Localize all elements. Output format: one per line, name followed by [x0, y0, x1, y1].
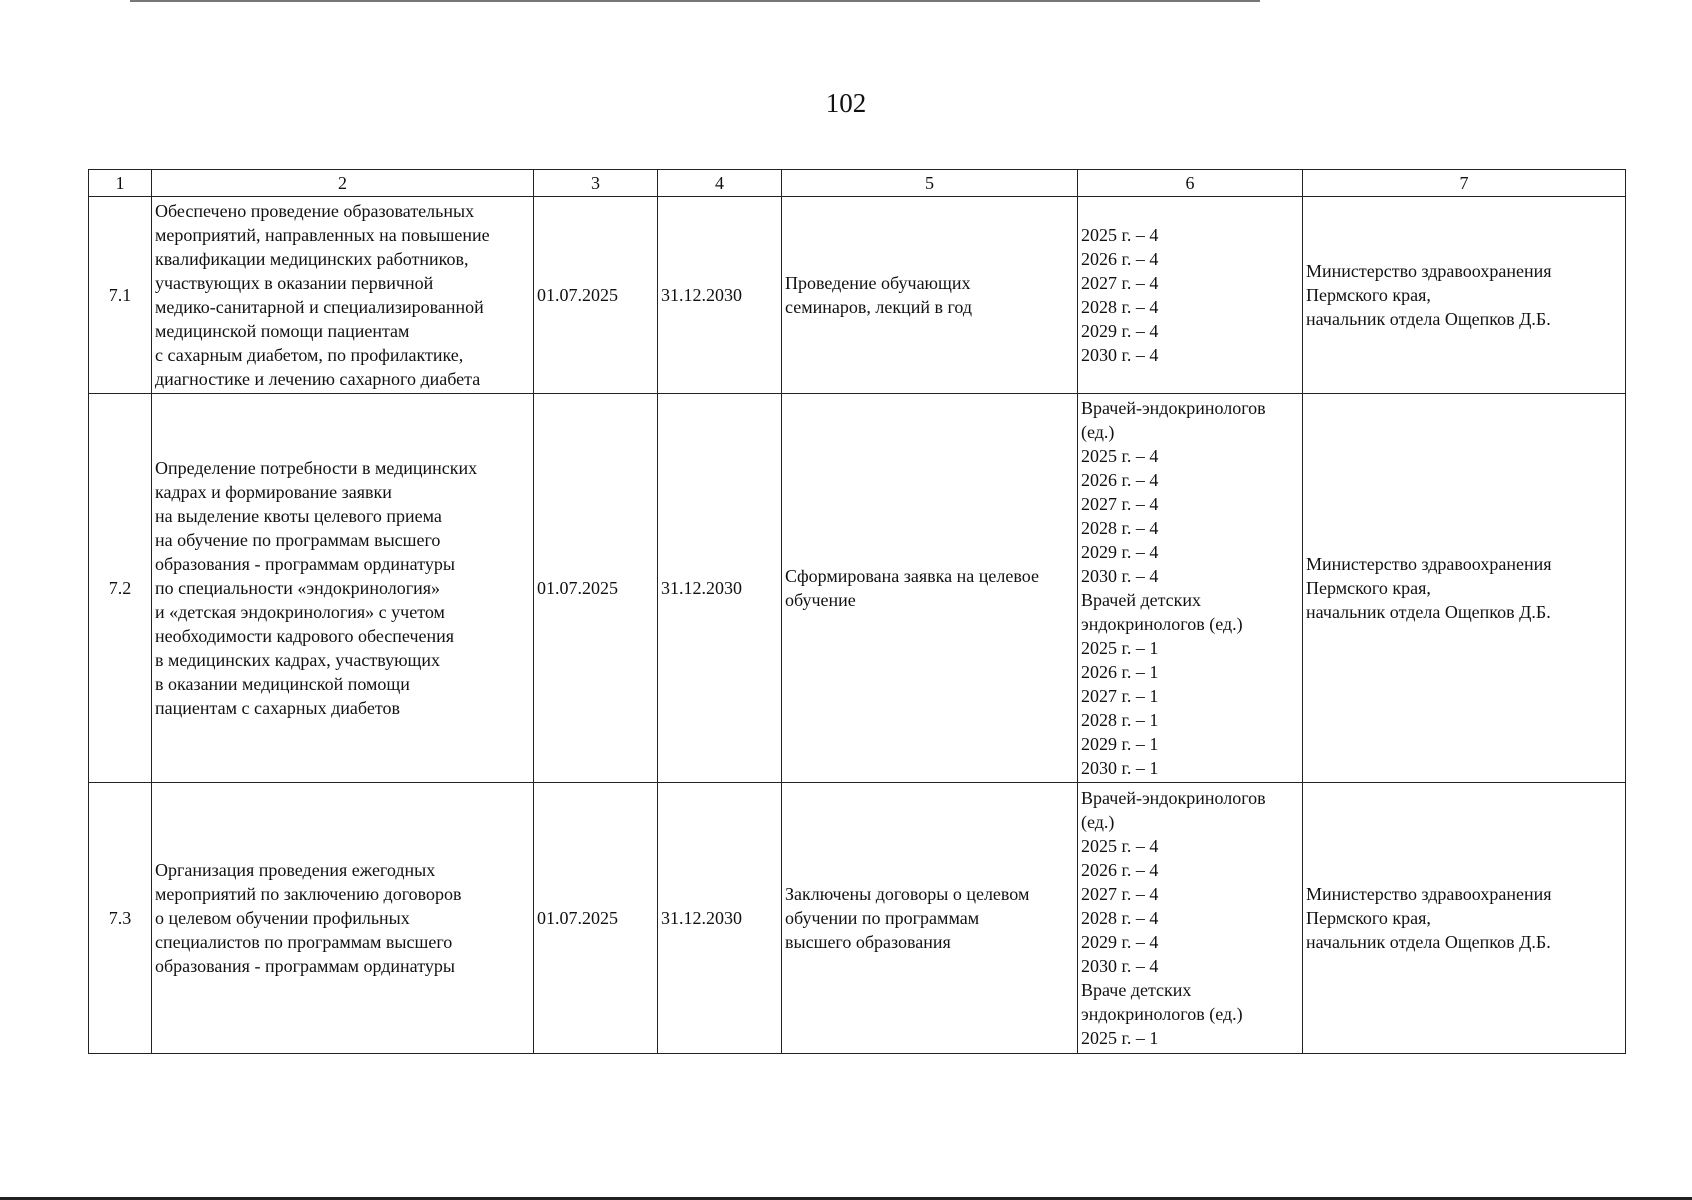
table-row — [89, 197, 1626, 394]
indicator-cell — [1078, 394, 1303, 783]
page-number: 102 — [825, 88, 867, 118]
table-row — [89, 783, 1626, 1054]
end-date-cell: 31.12.2030 — [658, 783, 782, 1054]
activity-text: Обеспечено проведение образовательных мероприятий, направленных на повышение квалификации медицинских работников, участвующих в оказании первичной медико-санитарной и специализированной медицинской помощи пациентам с сахарным диабетом, по профилактике, диагностике и лечению сахарного диабета — [155, 201, 490, 389]
result-cell — [782, 783, 1078, 1054]
responsible-text: Министерство здравоохранения Пермского края, начальник отдела Ощепков Д.Б. — [1306, 884, 1552, 952]
row-number: 7.2 — [89, 394, 152, 783]
indicator-text: 2025 г. – 4 2026 г. – 4 2027 г. – 4 2028 г. – 4 2029 г. – 4 2030 г. – 4 — [1081, 225, 1159, 365]
row-number: 7.3 — [89, 783, 152, 1054]
result-text: Сформирована заявка на целевое обучение — [785, 566, 1039, 610]
activity-cell — [152, 783, 534, 1054]
responsible-text: Министерство здравоохранения Пермского края, начальник отдела Ощепков Д.Б. — [1306, 261, 1552, 329]
activity-text: Определение потребности в медицинских кадрах и формирование заявки на выделение квоты целевого приема на обучение по программам высшего образования - программам ординатуры по специальности «эндокринология» и «детская эндокринология» с учетом необходимости кадрового обеспечения в медицинских кадрах, участвующих в оказании медицинской помощи пациентам с сахарных диабетов — [155, 458, 478, 718]
indicator-text: Врачей-эндокринологов (ед.) 2025 г. – 4 2026 г. – 4 2027 г. – 4 2028 г. – 4 2029 г. – 4 2030 г. – 4 Враче детских эндокринологов (ед.) 2025 г. – 1 — [1081, 788, 1266, 1048]
table-row — [89, 394, 1626, 783]
responsible-cell — [1303, 394, 1626, 783]
activity-cell — [152, 197, 534, 394]
start-date-cell: 01.07.2025 — [534, 783, 658, 1054]
responsible-text: Министерство здравоохранения Пермского края, начальник отдела Ощепков Д.Б. — [1306, 554, 1552, 622]
start-date-cell: 01.07.2025 — [534, 394, 658, 783]
column-header: 3 — [534, 170, 658, 197]
activity-cell — [152, 394, 534, 783]
end-date-cell: 31.12.2030 — [658, 394, 782, 783]
result-cell — [782, 197, 1078, 394]
indicator-cell — [1078, 783, 1303, 1054]
responsible-cell — [1303, 783, 1626, 1054]
start-date-cell: 01.07.2025 — [534, 197, 658, 394]
end-date-cell: 31.12.2030 — [658, 197, 782, 394]
activity-text: Организация проведения ежегодных мероприятий по заключению договоров о целевом обучении профильных специалистов по программам высшего образования - программам ординатуры — [155, 860, 462, 976]
activity-plan-table — [88, 169, 1626, 1054]
indicator-text: Врачей-эндокринологов (ед.) 2025 г. – 4 2026 г. – 4 2027 г. – 4 2028 г. – 4 2029 г. – 4 2030 г. – 4 Врачей детских эндокринологов (ед.) 2025 г. – 1 2026 г. – 1 2027 г. – 1 2028 г. – 1 2029 г. – 1 2030 г. – 1 — [1081, 398, 1266, 778]
column-header: 2 — [152, 170, 534, 197]
column-header: 6 — [1078, 170, 1303, 197]
header-row — [89, 170, 1626, 197]
scan-edge-line — [130, 0, 1260, 2]
row-number: 7.1 — [89, 197, 152, 394]
column-header: 4 — [658, 170, 782, 197]
result-text: Заключены договоры о целевом обучении по программам высшего образования — [785, 884, 1030, 952]
indicator-cell — [1078, 197, 1303, 394]
result-cell — [782, 394, 1078, 783]
column-header: 5 — [782, 170, 1078, 197]
column-header: 1 — [89, 170, 152, 197]
column-header: 7 — [1303, 170, 1626, 197]
responsible-cell — [1303, 197, 1626, 394]
result-text: Проведение обучающих семинаров, лекций в год — [785, 273, 973, 317]
